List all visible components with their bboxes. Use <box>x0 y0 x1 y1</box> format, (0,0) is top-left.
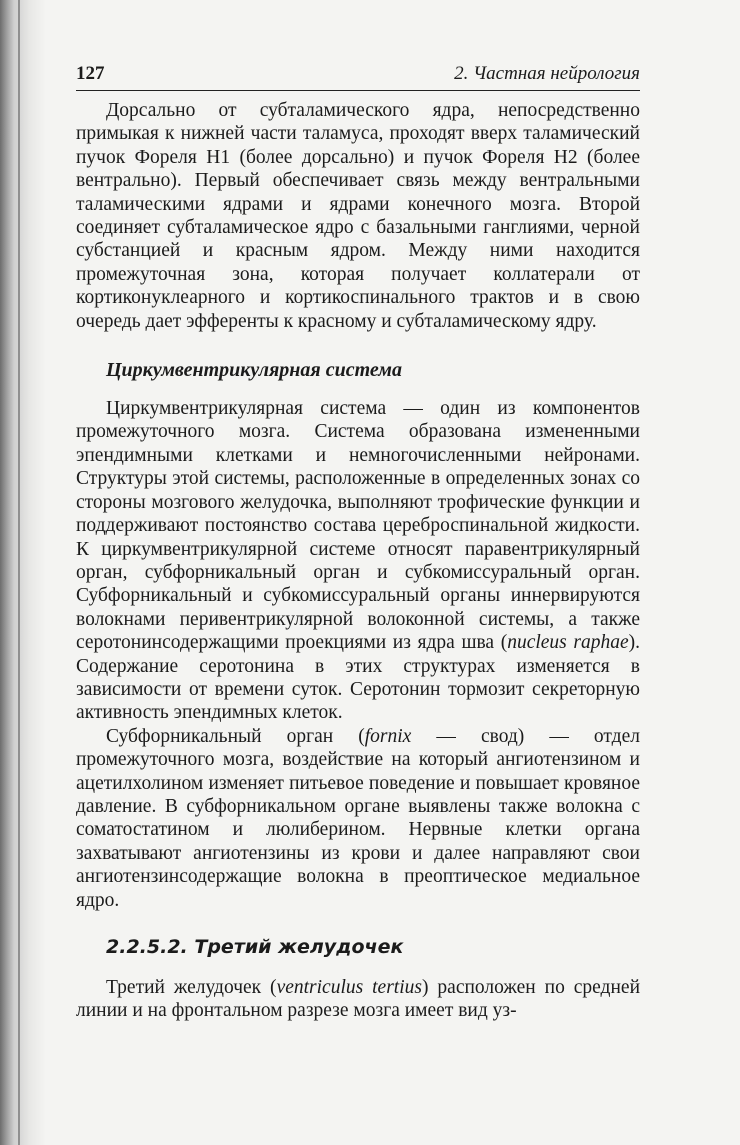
latin-term: nucleus raphae <box>507 632 629 654</box>
page-number: 127 <box>76 63 105 84</box>
latin-term: ventriculus tertius <box>276 977 422 998</box>
paragraph-text: Третий желудочек ( <box>106 977 277 998</box>
subsection-heading-third-ventricle: 2.2.5.2. Третий желудочек <box>106 936 404 958</box>
section-heading-circumventricular: Циркумвентрикулярная система <box>106 359 402 382</box>
page-body <box>76 99 640 1023</box>
scan-binding-line <box>18 0 20 1145</box>
chapter-title: 2. Частная нейрология <box>454 63 640 84</box>
paragraph-text: ). Содержание серотонина в этих структурах изменяется в зависимости от времени суток. Серотонин тормозит секреторную активность эпендимных клеток. <box>76 632 641 724</box>
paragraph-text: ) расположен по средней линии и на фронтальном разрезе мозга имеет вид уз- <box>76 977 641 1022</box>
paragraph-third-ventricle <box>76 976 640 1023</box>
paragraph-subfornical-organ <box>76 725 640 912</box>
paragraph-text: Циркумвентрикулярная система — один из компонентов промежуточного мозга. Система образована измененными эпендимными клетками и немногочисленными нейронами. Структуры этой системы, расположенные в определенных зонах со стороны мозгового желудочка, выполняют трофические функции и поддерживают постоянство состава цереброспинальной жидкости. К циркумвентрикулярной системе относят паравентрикулярный орган, субфорникальный орган и субкомиссуральный орган. Субфорникальный и субкомиссуральный органы иннервируются волокнами перивентрикулярной волоконной системы, а также серотонинсодержащими проекциями из ядра шва ( <box>76 398 640 654</box>
running-head <box>76 62 640 91</box>
latin-term: fornix <box>364 725 412 747</box>
book-page <box>76 62 640 1023</box>
paragraph-circumventricular-system <box>76 397 640 725</box>
scan-binding-shadow <box>0 0 46 1145</box>
paragraph-text: — свод) — отдел промежуточного мозга, воздействие на который ангиотензином и ацетилхолином изменяет питьевое поведение и повышает кровяное давление. В субфорникальном органе выявлены также волокна с соматостатином и люлиберином. Нервные клетки органа захватывают ангиотензины из крови и далее направляют свои ангиотензинсодержащие волокна в преоптическое медиальное ядро. <box>76 725 640 911</box>
paragraph-forel-bundles: Дорсально от субталамического ядра, непосредственно примыкая к нижней части таламуса, проходят вверх таламический пучок Фореля H1 (более дорсально) и пучок Фореля H2 (более вентрально). Первый обеспечивает связь между вентральными таламическими ядрами и ядрами конечного мозга. Второй соединяет субталамическое ядро с базальными ганглиями, черной субстанцией и красным ядром. Между ними находится промежуточная зона, которая получает коллатерали от кортиконуклеарного и кортикоспинального трактов и в свою очередь дает эфференты к красному и субталамическому ядру. <box>76 100 640 332</box>
paragraph-text: Субфорникальный орган ( <box>106 725 365 747</box>
